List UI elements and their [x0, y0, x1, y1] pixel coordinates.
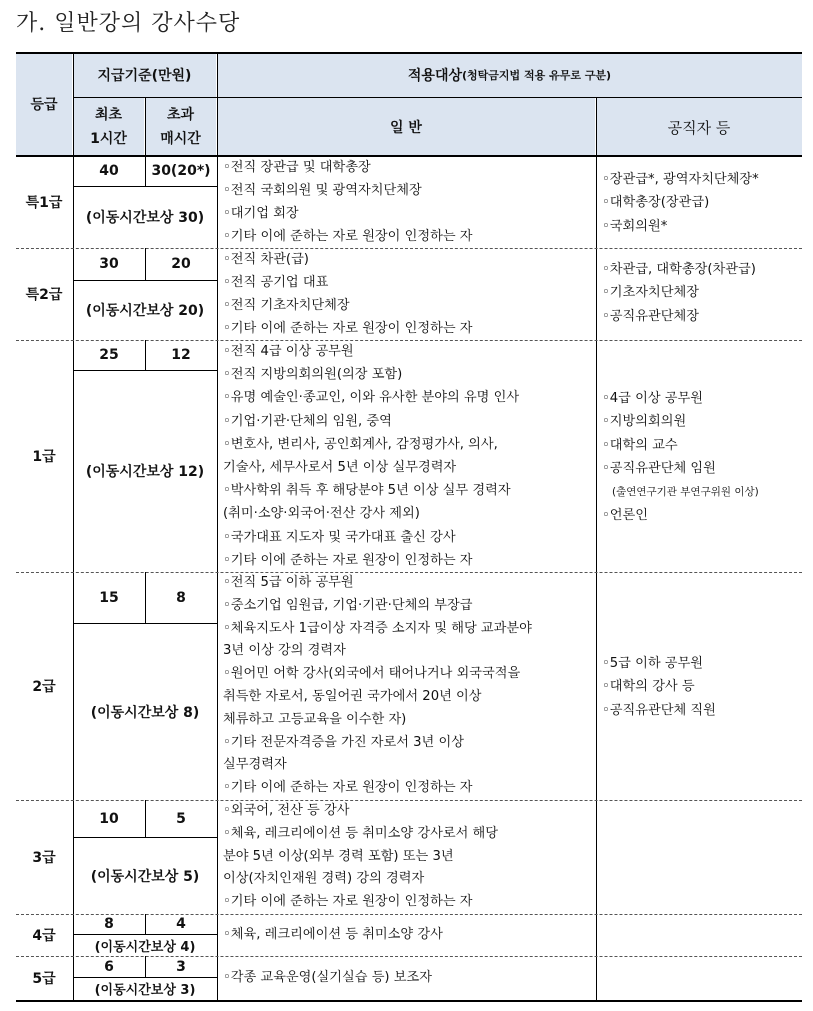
header-target-label: 적용대상 [407, 67, 463, 84]
official-target-item: ◦4급 이상 공무원 [602, 391, 703, 406]
table-rule [16, 52, 802, 54]
table-rule [145, 914, 146, 934]
header-official: 공직자 등 [596, 98, 802, 156]
official-target-item: ◦5급 이하 공무원 [602, 656, 703, 671]
travel-compensation: (이동시간보상 30) [85, 210, 205, 226]
grade-cell: 4급 [32, 928, 56, 944]
table-rule [73, 977, 217, 978]
general-target-item: 실무경력자 [223, 757, 287, 773]
extra-hour-fee: 3 [176, 958, 186, 975]
first-hour-fee: 10 [99, 810, 119, 827]
official-target-item: ◦지방의회의원 [602, 414, 687, 430]
general-target-list [223, 923, 443, 946]
table-rule [73, 837, 217, 838]
general-target-list [223, 340, 519, 572]
official-target-item: ◦공직유관단체 직원 [602, 702, 716, 718]
official-target-item: ◦언론인 [602, 508, 648, 524]
general-target-item: ◦체육, 레크리에이션 등 취미소양 강사 [223, 927, 443, 943]
header-grade: 등급 [16, 52, 72, 156]
travel-compensation: (이동시간보상 5) [90, 868, 200, 885]
general-target-list [223, 248, 473, 340]
general-target-item: ◦전직 기초자치단체장 [223, 298, 350, 313]
general-target-item: 기술사, 세무사로서 5년 이상 실무경력자 [223, 460, 457, 476]
grade-cell: 특2급 [25, 287, 63, 303]
general-target-item: ◦기타 이에 준하는 자로 원장이 인정하는 자 [223, 229, 473, 244]
official-target-item: ◦대학의 강사 등 [602, 679, 695, 695]
first-hour-fee: 8 [104, 916, 114, 932]
official-target-item: ◦장관급*, 광역자치단체장* [602, 172, 759, 187]
general-target-item: 체류하고 고등교육을 이수한 자) [223, 711, 407, 727]
general-target-item: ◦전직 5급 이하 공무원 [223, 575, 354, 590]
table-rule [145, 340, 146, 370]
official-target-list [602, 652, 716, 722]
general-target-item: ◦전직 공기업 대표 [223, 275, 329, 290]
table-rule [145, 572, 146, 623]
header-target-note: (청탁금지법 적용 유무로 구분) [462, 68, 612, 82]
travel-compensation: (이동시간보상 3) [94, 983, 196, 998]
grade-cell: 5급 [32, 971, 56, 987]
official-target-item: ◦대학총장(장관급) [602, 195, 710, 211]
section-title: 가. 일반강의 강사수당 [16, 11, 241, 36]
general-target-item: ◦체육, 레크리에이션 등 취미소양 강사로서 해당 [223, 825, 498, 841]
first-hour-fee: 6 [104, 958, 114, 975]
official-target-item: ◦공직유관단체 임원 [602, 461, 716, 477]
table-rule [145, 956, 146, 977]
table-rule [16, 1000, 802, 1002]
table-rule [73, 934, 217, 935]
general-target-item: 이상(자치인재원 경력) 강의 경력자 [223, 871, 425, 887]
extra-hour-fee: 4 [176, 916, 186, 932]
general-target-item: 분야 5년 이상(외부 경력 포함) 또는 3년 [223, 848, 454, 864]
header-general: 일 반 [217, 98, 595, 156]
general-target-list [223, 572, 532, 800]
general-target-item: ◦기타 이에 준하는 자로 원장이 인정하는 자 [223, 894, 473, 910]
grade-cell: 특1급 [25, 195, 63, 211]
general-target-item: 취득한 자로서, 동일어권 국가에서 20년 이상 [223, 688, 482, 704]
general-target-item: ◦유명 예술인·종교인, 이와 유사한 분야의 유명 인사 [223, 390, 520, 406]
extra-hour-fee: 12 [171, 347, 191, 363]
grade-cell: 1급 [32, 449, 56, 465]
general-target-item: ◦변호사, 변리사, 공인회계사, 감정평가사, 의사, [223, 436, 498, 452]
general-target-item: ◦기타 이에 준하는 자로 원장이 인정하는 자 [223, 780, 473, 796]
extra-hour-fee: 5 [176, 810, 186, 827]
table-rule [73, 97, 802, 98]
general-target-item: ◦전직 장관급 및 대학총장 [223, 160, 371, 175]
general-target-item: ◦중소기업 임원급, 기업·기관·단체의 부장급 [223, 597, 473, 613]
general-target-item: ◦전직 국회의원 및 광역자치단체장 [223, 183, 422, 198]
extra-hour-fee: 20 [171, 256, 191, 272]
travel-compensation: (이동시간보상 12) [85, 464, 205, 480]
table-rule [217, 52, 218, 1000]
table-rule [596, 98, 597, 1000]
table-rule [145, 248, 146, 280]
general-target-item: ◦대기업 회장 [223, 206, 299, 221]
general-target-item: ◦전직 차관(급) [223, 252, 309, 267]
official-target-item: ◦국회의원* [602, 218, 668, 234]
official-target-list [602, 258, 756, 328]
general-target-item: ◦전직 4급 이상 공무원 [223, 344, 354, 359]
official-target-list [602, 168, 759, 238]
header-standard: 지급기준(만원) [73, 52, 216, 97]
general-target-item: ◦기타 이에 준하는 자로 원장이 인정하는 자 [223, 321, 473, 336]
general-target-item: ◦박사학위 취득 후 해당분야 5년 이상 실무 경력자 [223, 483, 511, 499]
general-target-item: ◦기타 이에 준하는 자로 원장이 인정하는 자 [223, 552, 473, 568]
first-hour-fee: 25 [99, 347, 119, 363]
table-rule [145, 156, 146, 186]
first-hour-fee: 15 [99, 589, 119, 606]
general-target-item: 3년 이상 강의 경력자 [223, 643, 346, 659]
general-target-item: ◦기업·기관·단체의 임원, 중역 [223, 413, 392, 429]
official-target-item: ◦기초자치단체장 [602, 285, 699, 301]
grade-cell: 2급 [32, 679, 56, 695]
official-target-item: ◦차관급, 대학총장(차관급) [602, 262, 756, 277]
travel-compensation: (이동시간보상 4) [94, 939, 196, 955]
general-target-item: ◦원어민 어학 강사(외국에서 태어나거나 외국국적을 [223, 666, 521, 682]
table-rule [73, 370, 217, 371]
grade-cell: 3급 [32, 850, 56, 866]
first-hour-fee: 40 [99, 163, 119, 179]
official-target-item: ◦공직유관단체장 [602, 308, 699, 324]
header-target [217, 52, 802, 97]
official-target-item: ◦대학의 교수 [602, 437, 678, 453]
general-target-item: ◦기타 전문자격증을 가진 자로서 3년 이상 [223, 734, 464, 750]
table-rule [73, 186, 217, 187]
official-target-item: (출연연구기관 부연구위원 이상) [612, 485, 759, 498]
table-rule [145, 98, 146, 156]
extra-hour-fee: 30(20*) [151, 163, 211, 179]
general-target-item: ◦전직 지방의회의원(의장 포함) [223, 367, 403, 383]
table-rule [145, 800, 146, 837]
general-target-item: ◦체육지도사 1급이상 자격증 소지자 및 해당 교과분야 [223, 620, 532, 636]
official-target-list [602, 387, 759, 527]
travel-compensation: (이동시간보상 8) [90, 704, 200, 721]
first-hour-fee: 30 [99, 256, 119, 272]
general-target-item: ◦각종 교육운영(실기실습 등) 보조자 [223, 970, 432, 986]
extra-hour-fee: 8 [176, 589, 186, 606]
table-rule [73, 280, 217, 281]
general-target-item: (취미·소양·외국어·전산 강사 제외) [223, 506, 420, 522]
travel-compensation: (이동시간보상 20) [85, 303, 205, 319]
general-target-list [223, 156, 473, 248]
header-first-hour: 최초 1시간 [73, 98, 144, 156]
header-extra-hour: 초과 매시간 [145, 98, 216, 156]
general-target-item: ◦외국어, 전산 등 강사 [223, 803, 350, 818]
general-target-list [223, 800, 498, 914]
general-target-list [223, 966, 432, 989]
general-target-item: ◦국가대표 지도자 및 국가대표 출신 강사 [223, 529, 456, 545]
table-rule [73, 623, 217, 624]
